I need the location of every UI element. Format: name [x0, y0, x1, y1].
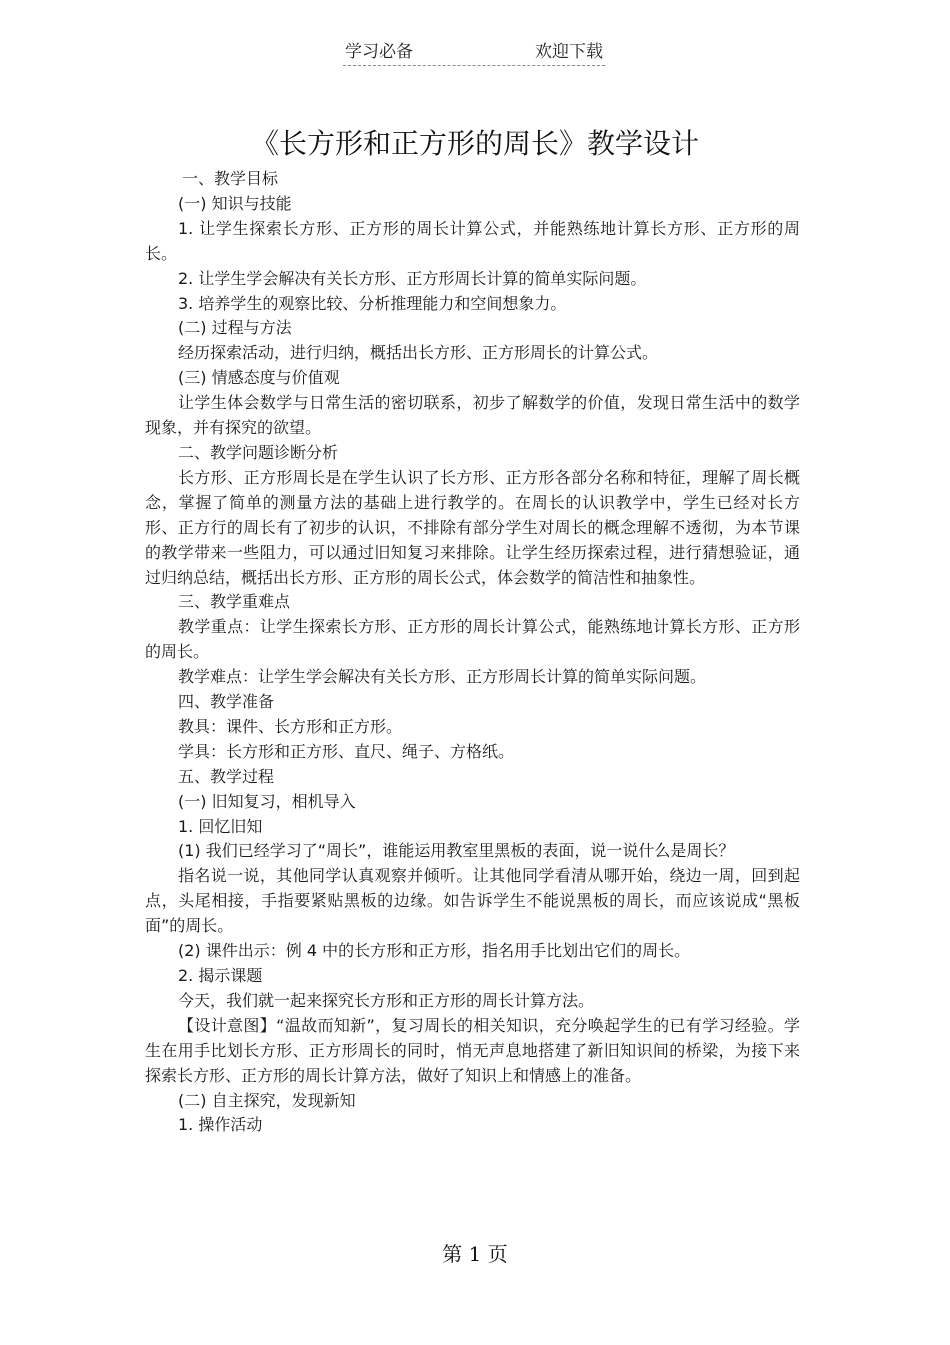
paragraph: 2. 让学生学会解决有关长方形、正方形周长计算的简单实际问题。	[178, 268, 647, 288]
section-heading: 二、教学问题诊断分析	[178, 442, 339, 462]
paragraph: 学具：长方形和正方形、直尺、绳子、方格纸。	[178, 741, 515, 761]
header-right-text: 欢迎下载	[535, 42, 603, 62]
section-heading: 四、教学准备	[178, 692, 275, 712]
paragraph: 教学难点：让学生学会解决有关长方形、正方形周长计算的简单实际问题。	[178, 667, 707, 687]
paragraph: 1. 操作活动	[178, 1115, 263, 1135]
subsection-heading: (二) 过程与方法	[178, 318, 292, 338]
paragraph: 教学重点：让学生探索长方形、正方形的周长计算公式，能熟练地计算长方形、正方形的周长。	[145, 617, 800, 662]
paragraph: (1) 我们已经学习了“周长”，谁能运用教室里黑板的表面，说一说什么是周长？	[178, 841, 735, 861]
paragraph: 3. 培养学生的观察比较、分析推理能力和空间想象力。	[178, 293, 567, 313]
document-body	[145, 167, 800, 1138]
header-left-text: 学习必备	[345, 42, 413, 62]
paragraph: 【设计意图】“温故而知新”，复习周长的相关知识，充分唤起学生的已有学习经验。学生在用手比划长方形、正方形周长的同时，悄无声息地搭建了新旧知识间的桥梁，为接下来探索长方形、正方形的周长计算方法，做好了知识上和情感上的准备。	[145, 1015, 800, 1085]
section-heading: 五、教学过程	[178, 766, 275, 786]
paragraph: 1. 让学生探索长方形、正方形的周长计算公式，并能熟练地计算长方形、正方形的周长。	[145, 218, 800, 263]
section-heading: 三、教学重难点	[178, 592, 291, 612]
subsection-heading: (二) 自主探究，发现新知	[178, 1090, 356, 1110]
page-number: 第 1 页	[442, 1242, 508, 1266]
paragraph: 1. 回忆旧知	[178, 816, 263, 836]
paragraph: 经历探索活动，进行归纳，概括出长方形、正方形周长的计算公式。	[178, 343, 659, 363]
paragraph: (2) 课件出示：例 4 中的长方形和正方形，指名用手比划出它们的周长。	[178, 941, 691, 961]
document-title: 《长方形和正方形的周长》教学设计	[250, 127, 699, 160]
subsection-heading: (三) 情感态度与价值观	[178, 368, 340, 388]
paragraph: 教具：课件、长方形和正方形。	[178, 716, 403, 736]
page-header	[343, 41, 605, 66]
paragraph: 今天，我们就一起来探究长方形和正方形的周长计算方法。	[178, 990, 595, 1010]
subsection-heading: (一) 旧知复习，相机导入	[178, 791, 356, 811]
subsection-heading: (一) 知识与技能	[178, 193, 292, 213]
paragraph: 指名说一说，其他同学认真观察并倾听。让其他同学看清从哪开始，绕边一周，回到起点，头尾相接，手指要紧贴黑板的边缘。如告诉学生不能说黑板的周长，而应该说成“黑板面”的周长。	[145, 866, 800, 936]
paragraph: 2. 揭示课题	[178, 966, 263, 985]
paragraph: 让学生体会数学与日常生活的密切联系，初步了解数学的价值，发现日常生活中的数学现象，并有探究的欲望。	[145, 393, 800, 438]
paragraph: 长方形、正方形周长是在学生认识了长方形、正方形各部分名称和特征，理解了周长概念，掌握了简单的测量方法的基础上进行教学的。在周长的认识教学中，学生已经对长方形、正方行的周长有了初步的认识，不排除有部分学生对周长的概念理解不透彻，为本节课的教学带来一些阻力，可以通过旧知复习来排除。让学生经历探索过程，进行猜想验证，通过归纳总结，概括出长方形、正方形的周长公式，体会数学的简洁性和抽象性。	[145, 467, 800, 587]
section-heading: 一、教学目标	[182, 169, 279, 188]
